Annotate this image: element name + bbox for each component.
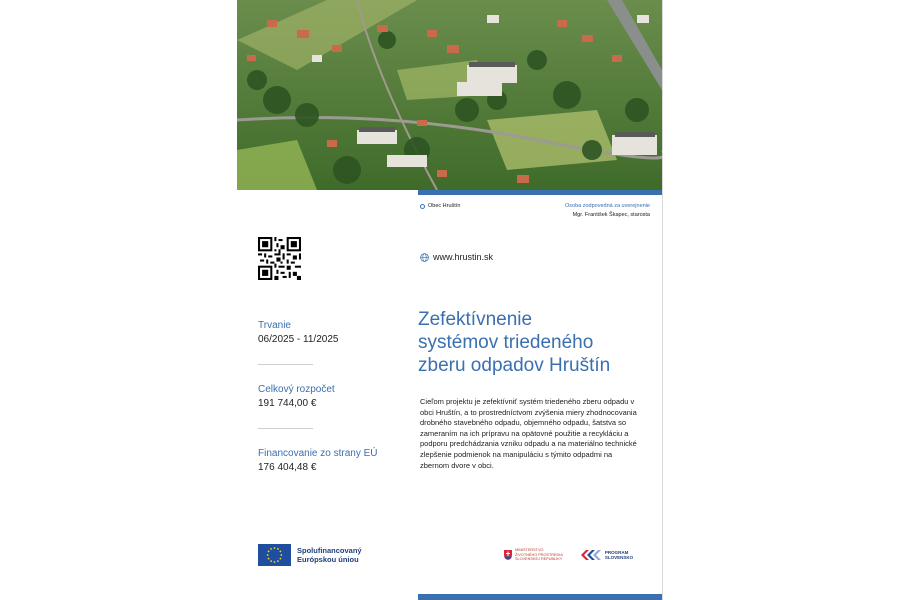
coat-of-arms-icon bbox=[504, 550, 512, 560]
bottom-accent-bar bbox=[418, 594, 662, 600]
ministry-line2: ŽIVOTNÉHO PROSTREDIA bbox=[515, 552, 563, 557]
title-line: systémov triedeného bbox=[418, 332, 594, 353]
top-accent-bar bbox=[418, 190, 662, 195]
program-arrows-icon bbox=[581, 550, 603, 560]
duration-label: Trvanie bbox=[258, 320, 291, 331]
eu-logo-line2: Európskou úniou bbox=[297, 555, 359, 564]
right-column bbox=[418, 190, 662, 600]
title-line: zberu odpadov Hruštín bbox=[418, 355, 611, 376]
duration-value: 06/2025 - 11/2025 bbox=[258, 334, 339, 345]
eu-funding-value: 176 404,48 € bbox=[258, 462, 317, 473]
globe-icon bbox=[420, 253, 429, 262]
project-title bbox=[418, 308, 654, 377]
eu-cofunded-logo bbox=[258, 544, 362, 566]
poster bbox=[237, 0, 663, 600]
responsible-name: Mgr. František Škapec, starosta bbox=[572, 212, 650, 218]
left-column bbox=[237, 190, 418, 600]
eu-flag-icon bbox=[258, 544, 291, 566]
eu-logo-line1: Spolufinancovaný bbox=[297, 545, 362, 555]
ministry-logo bbox=[504, 548, 563, 561]
divider bbox=[258, 428, 313, 429]
website-link[interactable] bbox=[420, 252, 493, 262]
divider bbox=[258, 364, 313, 365]
program-line1: PROGRAM bbox=[604, 550, 629, 555]
eu-funding-label: Financovanie zo strany EÚ bbox=[258, 448, 378, 459]
owner bbox=[420, 203, 460, 209]
project-description: Cieľom projektu je zefektívniť systém triedeného zberu odpadu v obci Hruštín, a to prostredníctvom zvýšenia miery zhodnocovania drobného stavebného odpadu, objemného odpadu, šatstva so zameraním na ich prípravu na opätovné použitie a recykláciu a podporu predchádzania vzniku odpadu a na materiálno technické zlepšenie podmienok na manipuláciu s týmito odpadmi na zbernom dvore v obci. bbox=[420, 397, 637, 470]
ministry-line1: MINISTERSTVO bbox=[515, 548, 544, 553]
qr-code-icon[interactable] bbox=[258, 237, 301, 280]
budget-label: Celkový rozpočet bbox=[258, 384, 335, 395]
ministry-line3: SLOVENSKEJ REPUBLIKY bbox=[515, 557, 563, 562]
responsible-label: Osoba zodpovedná za uverejnenie bbox=[564, 203, 650, 209]
title-line: Zefektívnenie bbox=[418, 309, 533, 330]
owner-name: Obec Hruštín bbox=[428, 203, 461, 209]
program-line2: SLOVENSKO bbox=[604, 555, 634, 560]
partner-logos bbox=[504, 544, 654, 566]
circle-icon bbox=[420, 204, 425, 209]
program-slovensko-logo bbox=[581, 550, 633, 560]
aerial-photo bbox=[237, 0, 662, 190]
website-url[interactable]: www.hrustin.sk bbox=[433, 252, 494, 262]
budget-value: 191 744,00 € bbox=[258, 398, 317, 409]
